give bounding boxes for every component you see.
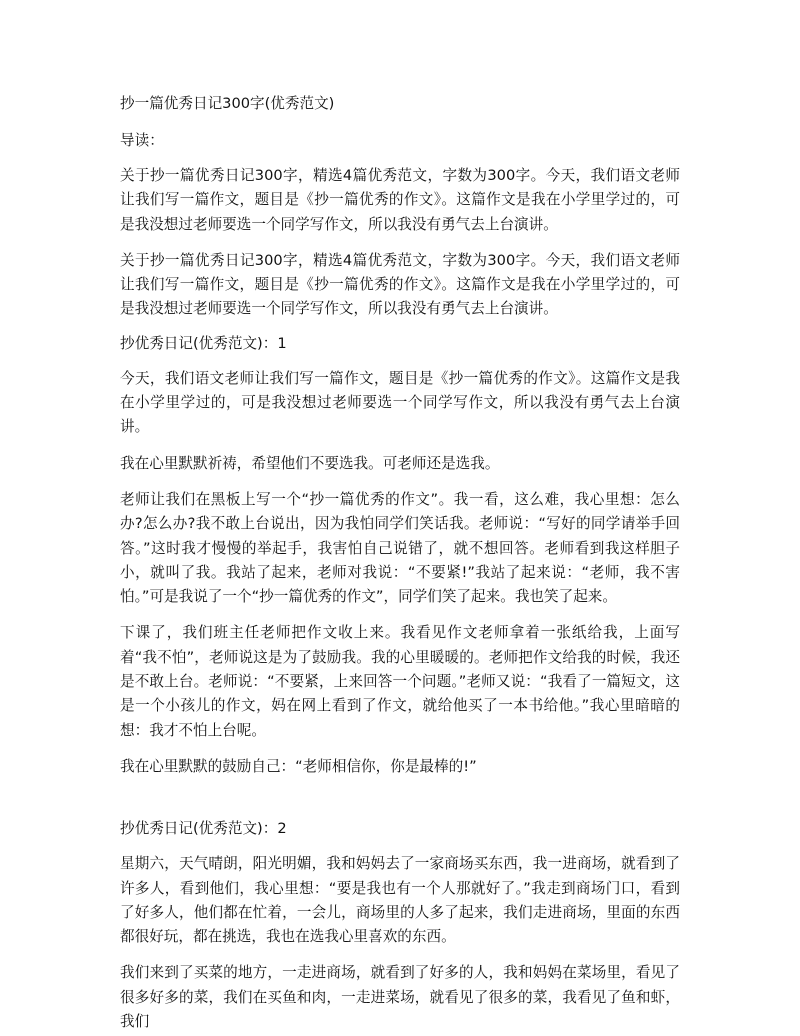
summary-paragraph-2: 关于抄一篇优秀日记300字，精选4篇优秀范文，字数为300字。今天，我们语文老师让我们写一篇作文，题目是《抄一篇优秀的作文》。这篇作文是我在小学里学过的，可是我没想过老师要选一个同学写作文，所以我没有勇气去上台演讲。 xyxy=(120,251,680,318)
section1-paragraph-3: 老师让我们在黑板上写一个“抄一篇优秀的作文”。我一看，这么难，我心里想：怎么办?怎么办?我不敢上台说出，因为我怕同学们笑话我。老师说：“写好的同学请举手回答。”这时我才慢慢的举起手，我害怕自己说错了，就不想回答。老师看到我这样胆子小，就叫了我。我站了起来，老师对我说：“不要紧!”我站了起来说：“老师，我不害怕。”可是我说了一个“抄一篇优秀的作文”，同学们笑了起来。我也笑了起来。 xyxy=(120,490,680,606)
intro-label: 导读： xyxy=(120,132,164,149)
section2-paragraph-2: 我们来到了买菜的地方，一走进商场，就看到了好多的人，我和妈妈在菜场里，看见了很多好多的菜，我们在买鱼和肉，一走进菜场，就看见了很多的菜，我看见了鱼和虾，我们 xyxy=(120,964,680,1031)
section-spacer xyxy=(120,791,680,819)
section1-paragraph-5: 我在心里默默的鼓励自己：“老师相信你，你是最棒的!” xyxy=(120,757,477,775)
section-heading-2: 抄优秀日记(优秀范文)：2 xyxy=(120,820,287,838)
section2-paragraph-1: 星期六，天气晴朗，阳光明媚，我和妈妈去了一家商场买东西，我一进商场，就看到了许多人，看到他们，我心里想：“要是我也有一个人那就好了。”我走到商场门口，看到了好多人，他们都在忙着，一会儿，商场里的人多了起来，我们走进商场，里面的东西都很好玩，都在挑选，我也在选我心里喜欢的东西。 xyxy=(120,855,680,946)
section1-paragraph-4: 下课了，我们班主任老师把作文收上来。我看见作文老师拿着一张纸给我，上面写着“我不怕”，老师说这是为了鼓励我。我的心里暖暖的。老师把作文给我的时候，我还是不敢上台。老师说：“不要紧，上来回答一个问题。”老师又说：“我看了一篇短文，这是一个小孩儿的作文，妈在网上看到了作文，就给他买了一本书给他。”我心里暗暗的想：我才不怕上台呢。 xyxy=(120,624,680,739)
section-heading-1: 抄优秀日记(优秀范文)：1 xyxy=(120,334,287,352)
summary-paragraph-1: 关于抄一篇优秀日记300字，精选4篇优秀范文，字数为300字。今天，我们语文老师让我们写一篇作文，题目是《抄一篇优秀的作文》。这篇作文是我在小学里学过的，可是我没想过老师要选一个同学写作文，所以我没有勇气去上台演讲。 xyxy=(120,167,680,233)
section1-paragraph-2: 我在心里默默祈祷，希望他们不要选我。可老师还是选我。 xyxy=(120,454,500,472)
section1-paragraph-1: 今天，我们语文老师让我们写一篇作文，题目是《抄一篇优秀的作文》。这篇作文是我在小学里学过的，可是我没想过老师要选一个同学写作文，所以我没有勇气去上台演讲。 xyxy=(120,369,680,436)
document-title: 抄一篇优秀日记300字(优秀范文) xyxy=(120,95,335,112)
